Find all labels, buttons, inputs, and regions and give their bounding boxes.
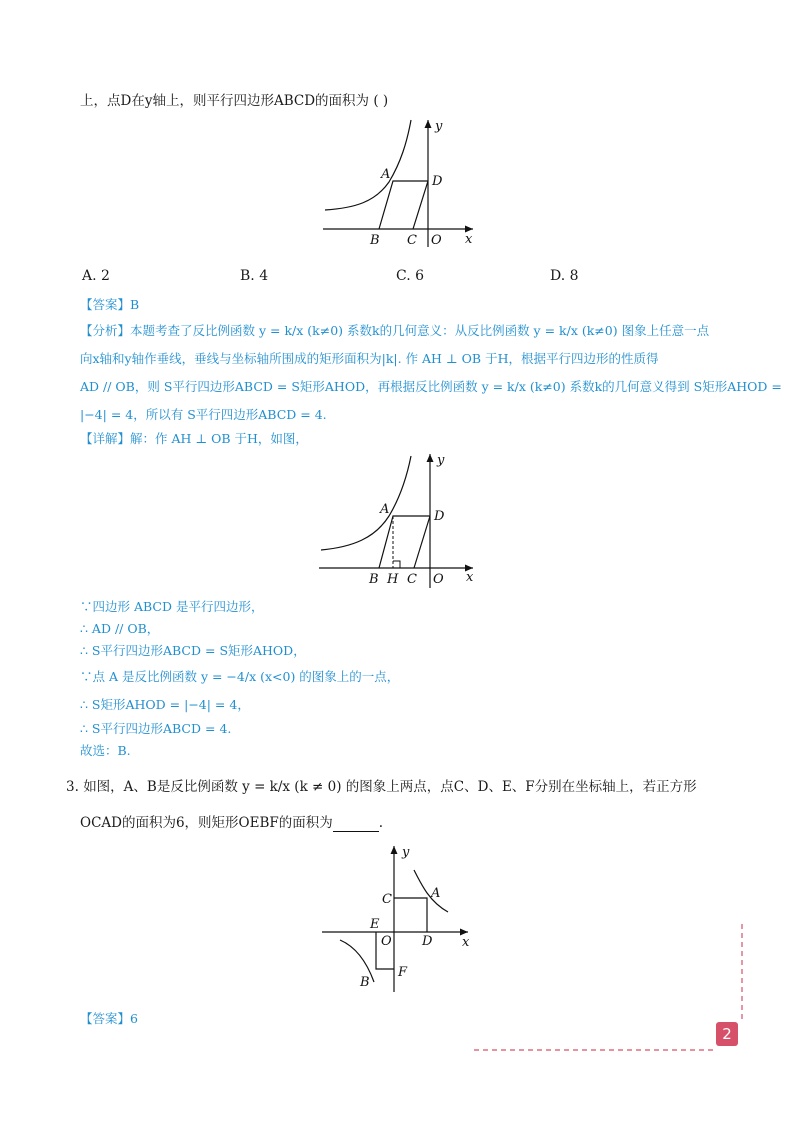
solution-line-2: ∴ AD // OB，: [80, 621, 160, 636]
label-o: O: [433, 572, 444, 587]
answer-blank: [333, 817, 379, 832]
label-b: B: [370, 233, 380, 248]
option-b: B. 4: [240, 268, 269, 284]
q2-analysis-line-3: AD // OB，则 S平行四边形ABCD = S矩形AHOD，再根据反比例函数 y = k/x (k≠0) 系数k的几何意义得到 S矩形AHOD =: [80, 379, 782, 394]
label-c: C: [382, 892, 392, 907]
label-c: C: [407, 233, 417, 248]
solution-line-7: 故选：B.: [80, 743, 131, 758]
label-d: D: [432, 174, 443, 189]
option-a: A. 2: [82, 268, 110, 284]
option-d: D. 8: [550, 268, 579, 284]
label-a: A: [381, 167, 391, 182]
label-f: F: [398, 965, 408, 980]
label-e: E: [370, 917, 380, 932]
hyperbola-curve: [325, 120, 411, 210]
label-x: x: [465, 232, 473, 247]
parallelogram-side-cd: [414, 516, 430, 568]
label-x: x: [462, 935, 470, 950]
label-a: A: [380, 502, 390, 517]
label-a: A: [431, 886, 441, 901]
label-o: O: [381, 934, 392, 949]
q3-line-2: OCAD的面积为6，则矩形OEBF的面积为 .: [80, 815, 384, 831]
q2-analysis-line-4: |−4| = 4，所以有 S平行四边形ABCD = 4.: [80, 407, 327, 422]
label-b: B: [369, 572, 379, 587]
q3-answer: 【答案】6: [80, 1011, 138, 1026]
q2-figure-2: [313, 450, 488, 590]
parallelogram-side-cd: [413, 181, 428, 229]
q3-figure: [318, 842, 478, 1002]
q3-line-1: 3. 如图，A、B是反比例函数 y = k/x (k ≠ 0) 的图象上两点，点C、D、E、F分别在坐标轴上，若正方形: [66, 779, 697, 795]
y-axis-arrow: [427, 454, 434, 462]
q2-stem-tail: 上，点D在y轴上，则平行四边形ABCD的面积为 ( ): [80, 93, 389, 109]
page-number: 2: [716, 1022, 738, 1046]
y-axis-arrow: [391, 846, 398, 854]
solution-line-6: ∴ S平行四边形ABCD = 4.: [80, 721, 232, 736]
solution-line-5: ∴ S矩形AHOD = |−4| = 4，: [80, 697, 250, 712]
q2-analysis-line-1: 【分析】本题考查了反比例函数 y = k/x (k≠0) 系数k的几何意义：从反比例函数 y = k/x (k≠0) 图象上任意一点: [80, 323, 710, 338]
label-h: H: [387, 572, 399, 587]
label-y: y: [402, 845, 410, 860]
solution-line-1: ∵四边形 ABCD 是平行四边形，: [80, 599, 264, 614]
q2-analysis-line-2: 向x轴和y轴作垂线，垂线与坐标轴所围成的矩形面积为|k|. 作 AH ⊥ OB 于H，根据平行四边形的性质得: [80, 351, 659, 366]
q2-answer: 【答案】B: [80, 297, 140, 312]
right-angle-mark: [393, 561, 400, 568]
solution-line-4: ∵点 A 是反比例函数 y = −4/x (x<0) 的图象上的一点，: [80, 669, 400, 684]
q3-number: 3.: [66, 779, 79, 795]
label-x: x: [466, 570, 474, 585]
label-y: y: [435, 119, 443, 134]
option-c: C. 6: [396, 268, 425, 284]
label-y: y: [437, 453, 445, 468]
square-ocad: [394, 898, 427, 932]
y-axis-arrow: [425, 120, 432, 128]
q2-figure-1: [315, 112, 485, 252]
q2-detail: 【详解】解：作 AH ⊥ OB 于H，如图，: [80, 431, 308, 446]
hyperbola-curve: [321, 456, 411, 550]
label-d: D: [422, 934, 433, 949]
label-d: D: [434, 509, 445, 524]
label-o: O: [431, 233, 442, 248]
solution-line-3: ∴ S平行四边形ABCD = S矩形AHOD，: [80, 643, 306, 658]
label-c: C: [407, 572, 417, 587]
label-b: B: [360, 975, 370, 990]
